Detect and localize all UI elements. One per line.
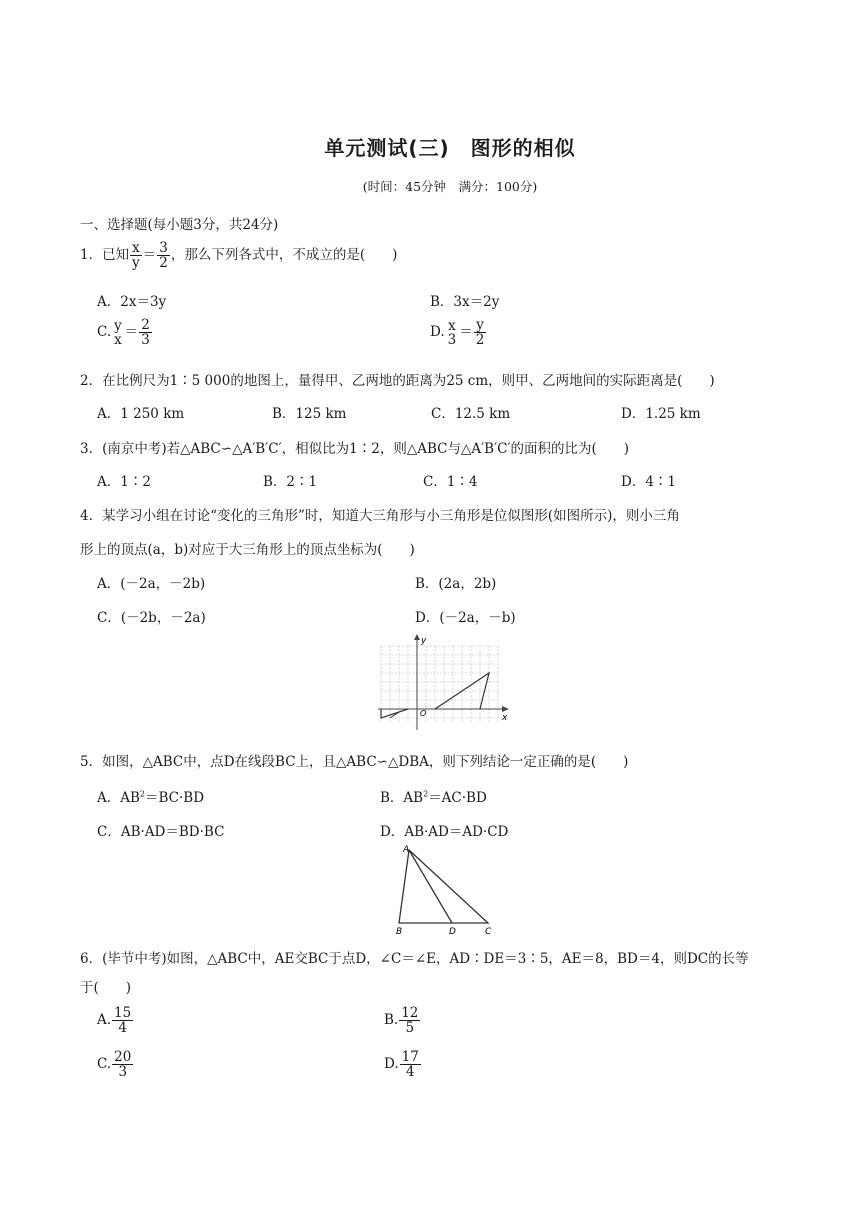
question-6-option-c: C. $\frac{20}{3}$ [97, 1049, 132, 1081]
question-2-stem: 2．在比例尺为1∶5 000的地图上，量得甲、乙两地的距离为25 cm，则甲、乙两地间的实际距离是( ) [80, 373, 715, 389]
question-6-option-a: A. $\frac{15}{4}$ [97, 1005, 132, 1037]
fraction: y x [114, 317, 122, 348]
fraction: $\frac{3}{2}$ [159, 240, 168, 272]
question-3-option-c: C．1∶4 [423, 474, 478, 490]
fraction: $\frac{2}{3}$ [141, 317, 150, 349]
question-3-option-a: A．1∶2 [97, 474, 151, 490]
question-4-option-a: A．(－2a，－2b) [97, 576, 206, 592]
vertex-c-label: C [485, 927, 492, 936]
question-5-option-d: D．AB·AD＝AD·CD [380, 824, 509, 840]
question-6-stem-line-2: 于( ) [80, 980, 132, 996]
grid-lines [381, 646, 498, 722]
fraction: $\frac{x}{y}$ [132, 240, 140, 272]
question-2-option-b: B．125 km [272, 406, 347, 422]
question-1-option-d: D. x 3 ＝ $\frac{y}{2}$ [430, 317, 485, 349]
fraction: $\frac{12}{5}$ [401, 1005, 419, 1037]
homothety-grid-figure [378, 632, 513, 732]
question-6-option-d: D. $\frac{17}{4}$ [384, 1049, 419, 1081]
fraction: x 3 [447, 317, 457, 348]
question-5-option-c: C．AB·AD＝BD·BC [97, 824, 225, 840]
question-3-stem: 3．(南京中考)若△ABC∽△A′B′C′，相似比为1∶2，则△ABC与△A′B′C′的面积的比为( ) [80, 441, 630, 457]
vertex-b-label: B [396, 927, 403, 936]
question-5-option-b: B．$AB^2=AC\cdot BD$ [380, 789, 487, 806]
question-1-stem: 1．已知 $\frac{x}{y}$ ＝ $\frac{3}{2}$ ，那么下列各式中，不成立的是( ) [80, 240, 398, 272]
question-2-option-a: A．1 250 km [97, 406, 185, 422]
question-5-option-a: A．$AB^2=BC\cdot BD$ [97, 789, 205, 806]
question-4-stem-line-1: 4．某学习小组在讨论“变化的三角形”时，知道大三角形与小三角形是位似图形(如图所示)，则小三角 [80, 508, 680, 524]
origin-label: O [420, 709, 427, 718]
question-1-option-a: A．2x＝3y [97, 294, 167, 310]
fraction: $\frac{15}{4}$ [114, 1005, 132, 1037]
x-axis-label: x [502, 713, 508, 723]
triangle-abc-figure [390, 842, 500, 936]
x-axis-arrow [502, 706, 509, 712]
question-5-stem: 5．如图，△ABC中，点D在线段BC上，且△ABC∽△DBA，则下列结论一定正确的是( ) [80, 754, 629, 770]
fraction: $\frac{17}{4}$ [401, 1049, 419, 1081]
fraction: $\frac{20}{3}$ [114, 1049, 132, 1081]
point-d-label: D [449, 927, 456, 936]
question-6-option-b: B. $\frac{12}{5}$ [384, 1005, 419, 1037]
vertex-a-label: A [403, 845, 410, 855]
small-triangle [381, 709, 408, 718]
question-1-option-c: C. y x ＝ $\frac{2}{3}$ [97, 317, 150, 349]
question-2-option-d: D．1.25 km [621, 406, 701, 422]
page-title: 单元测试(三) 图形的相似 [324, 136, 576, 160]
question-2-option-c: C．12.5 km [431, 406, 511, 422]
question-3-option-d: D．4∶1 [621, 474, 677, 490]
y-axis-label: y [421, 636, 427, 646]
question-4-option-c: C．(－2b，－2a) [97, 610, 206, 626]
question-4-stem-line-2: 形上的顶点(a，b)对应于大三角形上的顶点坐标为( ) [80, 542, 415, 558]
question-6-stem-line-1: 6．(毕节中考)如图，△ABC中，AE交BC于点D，∠C＝∠E，AD∶DE＝3∶5，AE＝8，BD＝4，则DC的长等 [80, 951, 749, 967]
question-4-option-d: D．(－2a，－b) [415, 610, 516, 626]
fraction: $\frac{y}{2}$ [475, 317, 485, 349]
section-heading: 一、选择题(每小题3分，共24分) [80, 217, 279, 233]
y-axis-arrow [414, 634, 420, 640]
question-4-option-b: B．(2a，2b) [415, 576, 497, 592]
page-subtitle: (时间：45分钟 满分：100分) [362, 179, 538, 194]
question-1-option-b: B．3x＝2y [430, 294, 500, 310]
triangle-abc [399, 850, 488, 923]
question-3-option-b: B．2∶1 [263, 474, 318, 490]
segment-ad [409, 850, 452, 923]
